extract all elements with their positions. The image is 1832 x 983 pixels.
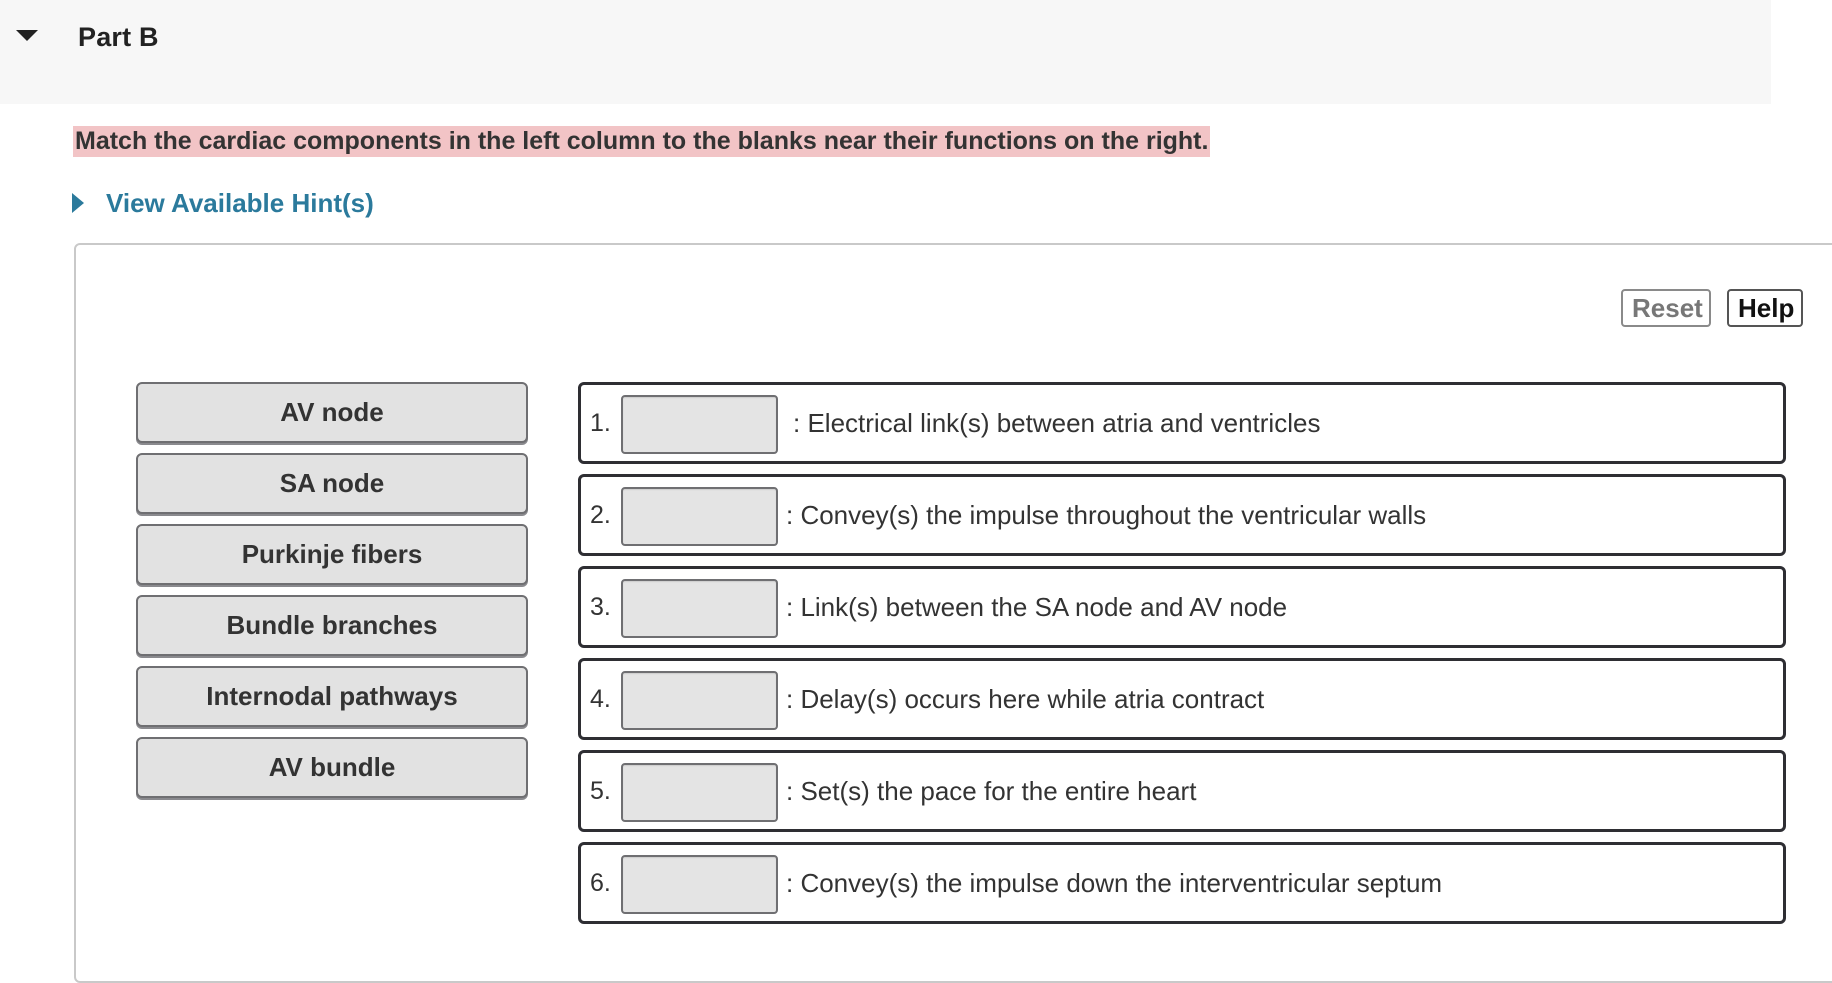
- choice-av-node[interactable]: AV node: [136, 382, 528, 443]
- caret-right-icon: [70, 192, 86, 214]
- drop-slot-5[interactable]: [621, 763, 778, 822]
- target-row-2: [578, 474, 1786, 556]
- target-number: 2.: [590, 500, 611, 529]
- drop-slot-4[interactable]: [621, 671, 778, 730]
- target-number: 1.: [590, 408, 611, 437]
- target-description: : Set(s) the pace for the entire heart: [786, 775, 1197, 806]
- caret-down-icon: [14, 26, 50, 42]
- choice-av-bundle[interactable]: AV bundle: [136, 737, 528, 798]
- view-hints-link[interactable]: [70, 186, 374, 220]
- target-row-6: [578, 842, 1786, 924]
- part-header: [0, 0, 1771, 104]
- target-number: 6.: [590, 868, 611, 897]
- collapse-toggle[interactable]: [14, 26, 50, 52]
- target-description: : Electrical link(s) between atria and ventricles: [793, 407, 1321, 438]
- drop-slot-6[interactable]: [621, 855, 778, 914]
- drop-slot-1[interactable]: [621, 395, 778, 454]
- target-row-4: [578, 658, 1786, 740]
- target-description: : Link(s) between the SA node and AV node: [786, 591, 1288, 622]
- reset-button[interactable]: Reset: [1621, 289, 1711, 327]
- target-number: 3.: [590, 592, 611, 621]
- target-description: : Convey(s) the impulse throughout the ventricular walls: [786, 499, 1427, 530]
- choice-sa-node[interactable]: SA node: [136, 453, 528, 514]
- target-row-3: [578, 566, 1786, 648]
- drop-slot-3[interactable]: [621, 579, 778, 638]
- choice-internodal-pathways[interactable]: Internodal pathways: [136, 666, 528, 727]
- help-button[interactable]: Help: [1727, 289, 1803, 327]
- target-description: : Delay(s) occurs here while atria contract: [786, 683, 1265, 714]
- target-number: 5.: [590, 776, 611, 805]
- question-instruction: Match the cardiac components in the left column to the blanks near their functions on the right.: [75, 127, 1209, 155]
- part-title: Part B: [78, 22, 159, 52]
- choice-bundle-branches[interactable]: Bundle branches: [136, 595, 528, 656]
- target-row-1: [578, 382, 1786, 464]
- target-number: 4.: [590, 684, 611, 713]
- view-hints-label: View Available Hint(s): [106, 187, 374, 218]
- drop-slot-2[interactable]: [621, 487, 778, 546]
- target-description: : Convey(s) the impulse down the interventricular septum: [786, 867, 1443, 898]
- target-row-5: [578, 750, 1786, 832]
- choice-purkinje-fibers[interactable]: Purkinje fibers: [136, 524, 528, 585]
